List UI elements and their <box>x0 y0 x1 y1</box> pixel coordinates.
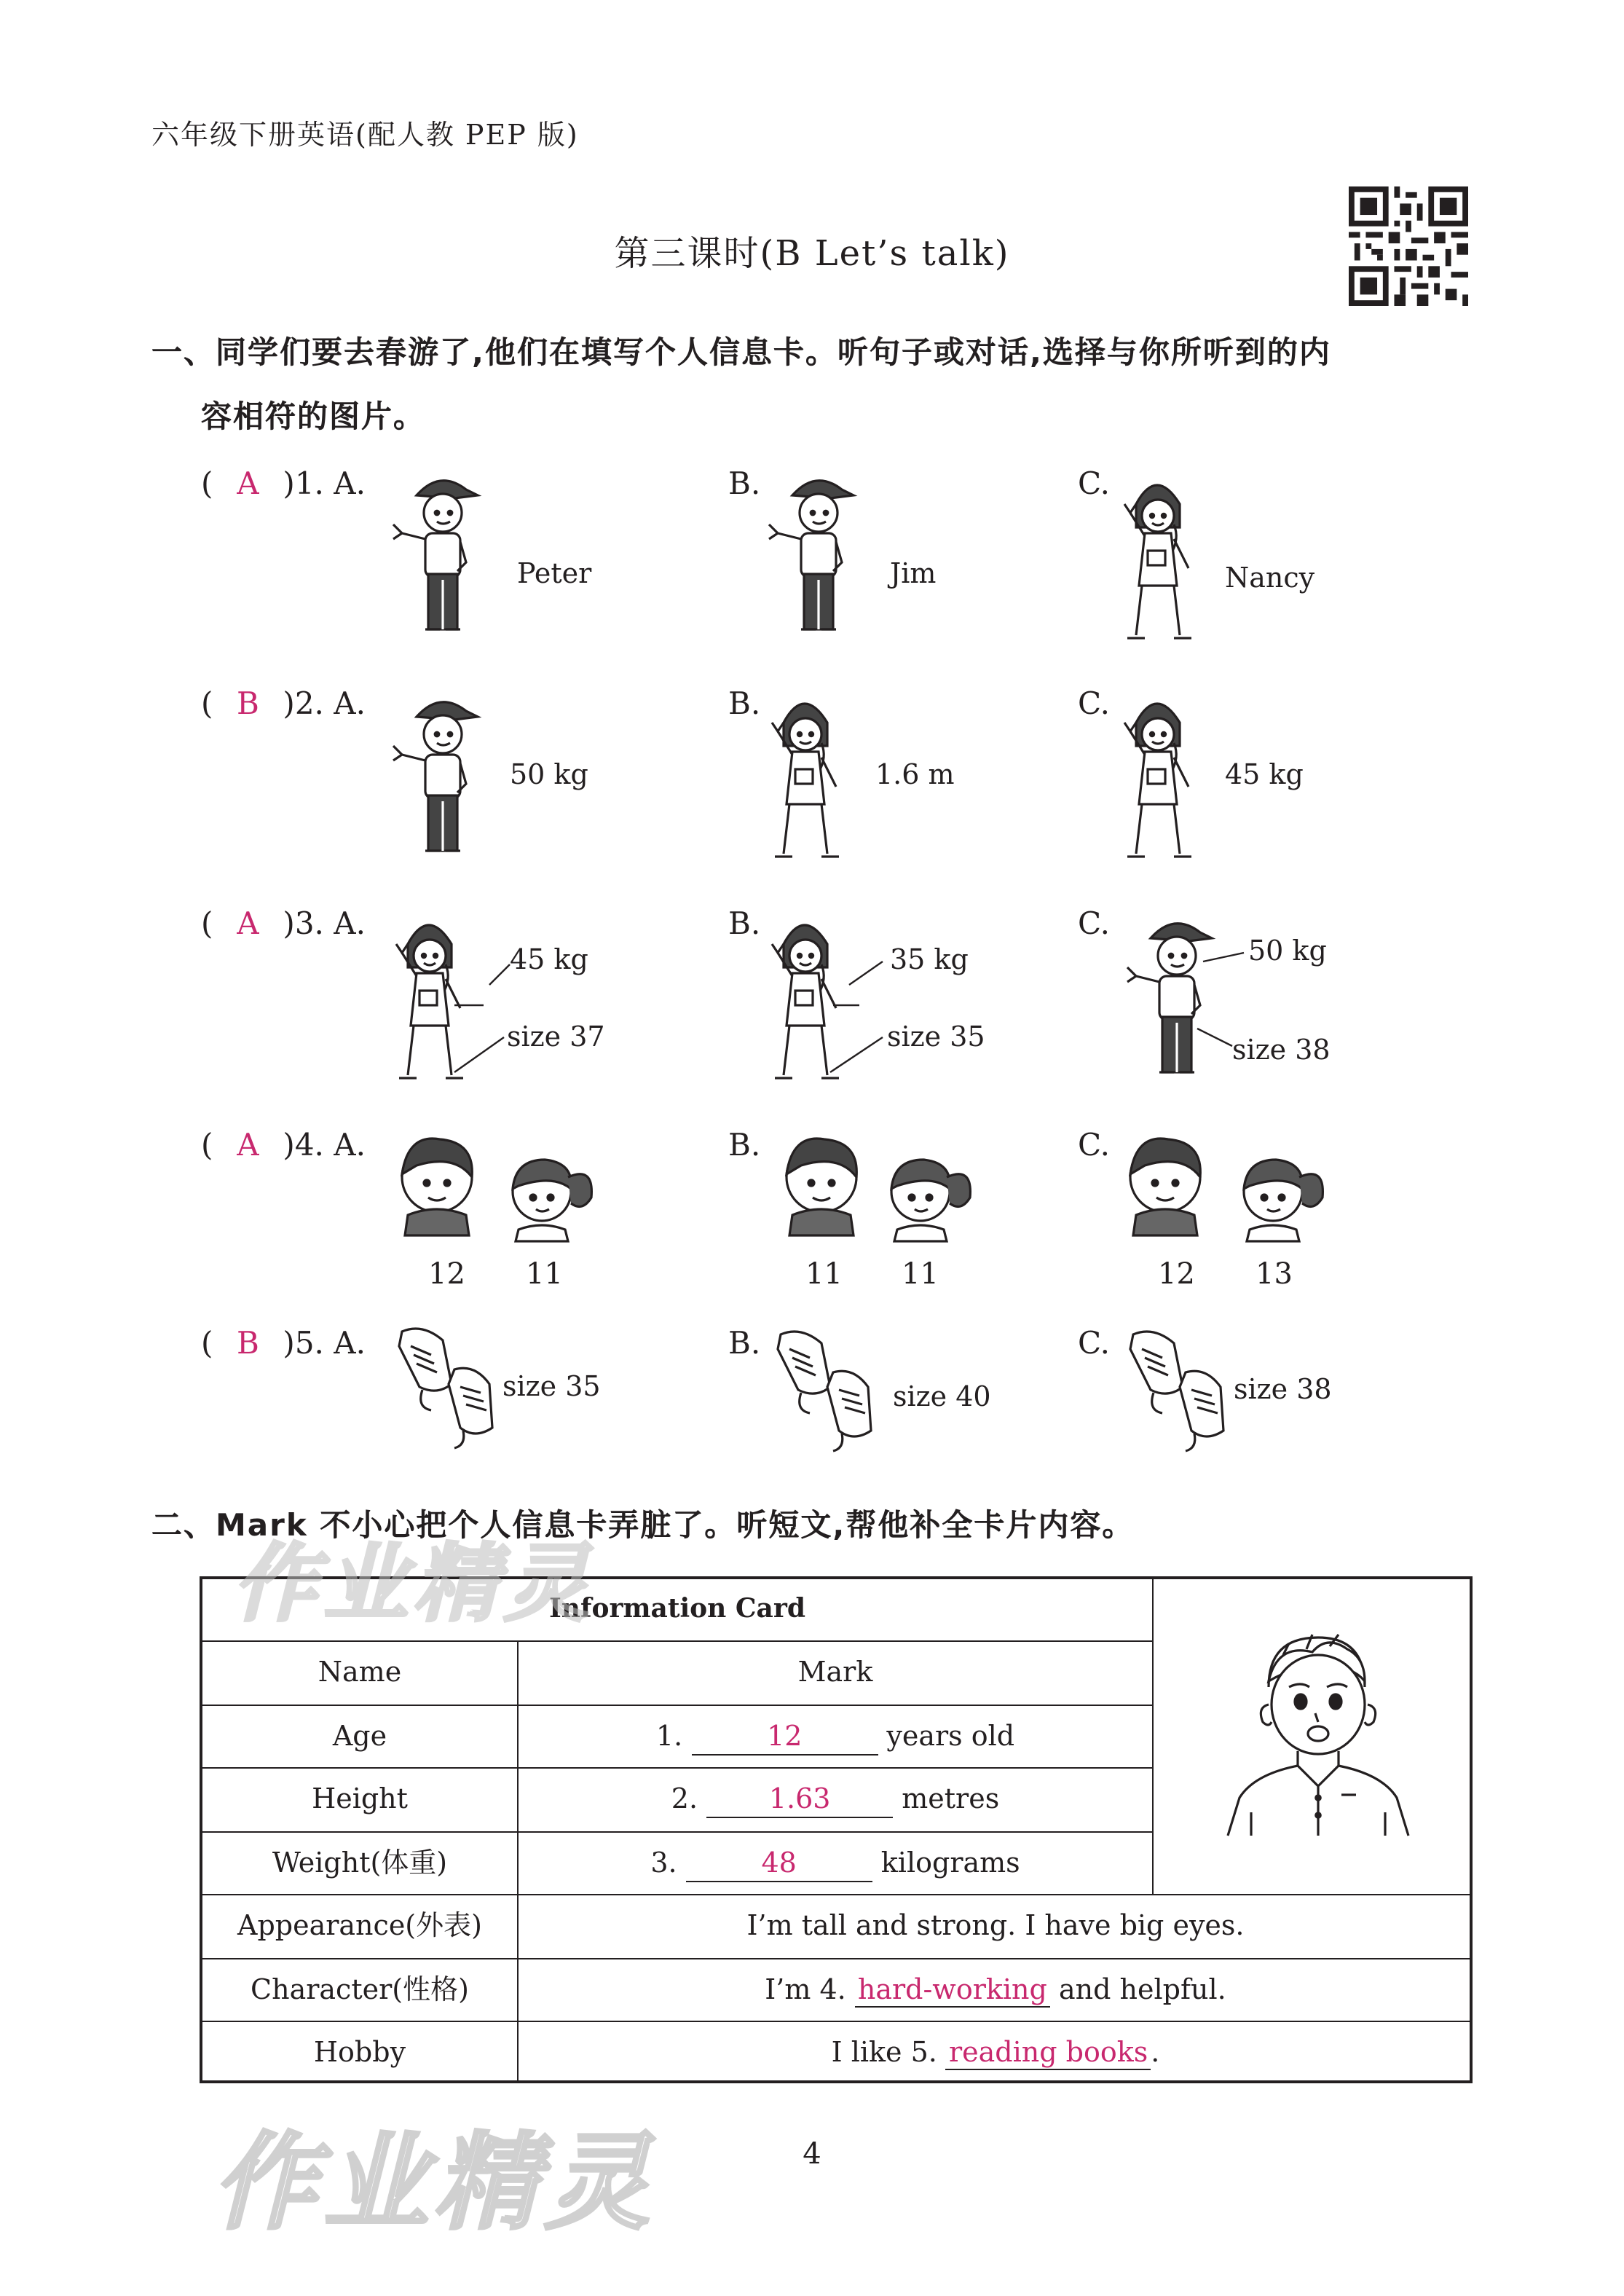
label-size: size 38 <box>1234 1374 1332 1406</box>
question-1: ( A )1. A. <box>201 466 366 501</box>
boy-head <box>402 1139 472 1235</box>
answer-4: A <box>237 1128 259 1163</box>
label-size: size 35 <box>502 1371 601 1403</box>
girl-figure <box>772 704 839 857</box>
label-size: size 38 <box>1232 1034 1331 1066</box>
shoes <box>778 1332 871 1451</box>
girl-figure <box>1124 704 1191 857</box>
row-value-height: 2. 1.63 metres <box>519 1769 1152 1831</box>
option-a: A. <box>334 1326 366 1361</box>
shoes <box>399 1329 492 1448</box>
answer-blank-5: reading books <box>946 2037 1151 2070</box>
boy-figure <box>1127 924 1212 1072</box>
option-c-1: C. <box>1078 466 1110 501</box>
age-label: 12 <box>428 1256 465 1291</box>
row-label-age: Age <box>332 1721 387 1753</box>
option-a: A. <box>334 906 366 941</box>
option-b-5: B. <box>728 1326 761 1361</box>
age-label: 12 <box>1158 1256 1195 1291</box>
row-value-name: Mark <box>797 1656 873 1688</box>
girl-head <box>1244 1160 1323 1241</box>
boy-head <box>1130 1139 1200 1235</box>
question-number: 3. <box>294 906 324 941</box>
row-label-name: Name <box>318 1656 402 1688</box>
option-c-4: C. <box>1078 1128 1110 1163</box>
answer-blank-2: 1.63 <box>706 1782 893 1818</box>
age-label: 11 <box>902 1256 939 1291</box>
label-peter: Peter <box>517 558 592 590</box>
row-label-character: Character(性格) <box>251 1974 469 2006</box>
answer-5: B <box>236 1326 259 1361</box>
boy-head <box>787 1139 856 1235</box>
row-label-weight: Weight(体重) <box>272 1847 448 1879</box>
boy-figure <box>393 481 478 629</box>
label-weight: 50 kg <box>510 759 588 791</box>
answer-blank-3: 48 <box>686 1846 872 1882</box>
watermark-bottom: 作业精灵 <box>213 2121 656 2244</box>
card-title: Information Card <box>548 1594 806 1624</box>
option-b-2: B. <box>728 686 761 721</box>
boy-figure <box>769 481 854 629</box>
row-value-character: I’m 4. hard-working and helpful. <box>765 1974 1226 2006</box>
option-b-3: B. <box>728 906 761 941</box>
label-jim: Jim <box>890 558 937 590</box>
page-number: 4 <box>803 2136 821 2171</box>
label-size: size 37 <box>507 1021 605 1053</box>
girl-head <box>891 1160 970 1241</box>
label-weight: 35 kg <box>890 944 969 976</box>
girl-figure <box>772 925 839 1078</box>
information-card <box>200 1576 1473 2083</box>
answer-1: A <box>237 466 259 501</box>
label-size: size 35 <box>887 1021 985 1053</box>
option-c-3: C. <box>1078 906 1110 941</box>
answer-blank-4: hard-working <box>855 1974 1050 2008</box>
question-number: 5. <box>294 1326 324 1361</box>
lesson-title: 第三课时(B Let’s talk) <box>614 233 1010 274</box>
row-label-appearance: Appearance(外表) <box>237 1910 482 1942</box>
section1-instruction-line2: 容相符的图片。 <box>201 399 425 434</box>
question-number: 2. <box>294 686 324 721</box>
option-a: A. <box>334 466 366 501</box>
answer-3: A <box>237 906 259 941</box>
shoes <box>1130 1332 1223 1451</box>
row-value-age: 1. 12 years old <box>519 1706 1152 1769</box>
question-4: ( A )4. A. <box>201 1128 366 1163</box>
label-weight: 45 kg <box>1225 759 1304 791</box>
question-3: ( A )3. A. <box>201 906 366 941</box>
label-weight: 45 kg <box>510 944 588 976</box>
section1-instruction-line1: 一、同学们要去春游了,他们在填写个人信息卡。听句子或对话,选择与你所听到的内 <box>151 335 1331 370</box>
option-c-2: C. <box>1078 686 1110 721</box>
row-value-weight: 3. 48 kilograms <box>519 1833 1152 1895</box>
row-value-appearance: I’m tall and strong. I have big eyes. <box>746 1910 1245 1942</box>
option-c-5: C. <box>1078 1326 1110 1361</box>
age-label: 13 <box>1256 1256 1293 1291</box>
option-b-4: B. <box>728 1128 761 1163</box>
question-number: 1. <box>294 466 324 501</box>
section2-instruction: 二、Mark 不小心把个人信息卡弄脏了。听短文,帮他补全卡片内容。 <box>151 1508 1135 1543</box>
answer-2: B <box>236 686 259 721</box>
book-header: 六年级下册英语(配人教 PEP 版) <box>151 119 579 152</box>
girl-head <box>513 1160 591 1241</box>
age-label: 11 <box>805 1256 843 1291</box>
question-5: ( B )5. A. <box>201 1326 366 1361</box>
option-a: A. <box>334 1128 366 1163</box>
girl-figure <box>1124 485 1191 638</box>
mark-portrait <box>1225 1623 1414 1856</box>
question-number: 4. <box>294 1128 324 1163</box>
option-b-1: B. <box>728 466 761 501</box>
girl-figure <box>396 925 463 1078</box>
row-label-height: Height <box>312 1783 408 1815</box>
row-value-hobby: I like 5. reading books . <box>831 2037 1160 2069</box>
label-height: 1.6 m <box>875 759 955 791</box>
question-2: ( B )2. A. <box>201 686 366 721</box>
boy-figure <box>393 702 478 851</box>
option-a: A. <box>334 686 366 721</box>
label-size: size 40 <box>893 1381 991 1413</box>
row-label-hobby: Hobby <box>313 2037 406 2069</box>
label-weight: 50 kg <box>1248 935 1327 967</box>
age-label: 11 <box>526 1256 563 1291</box>
label-nancy: Nancy <box>1225 562 1315 594</box>
answer-blank-1: 12 <box>691 1719 878 1756</box>
watermark-top: 作业精灵 <box>233 1534 595 1633</box>
